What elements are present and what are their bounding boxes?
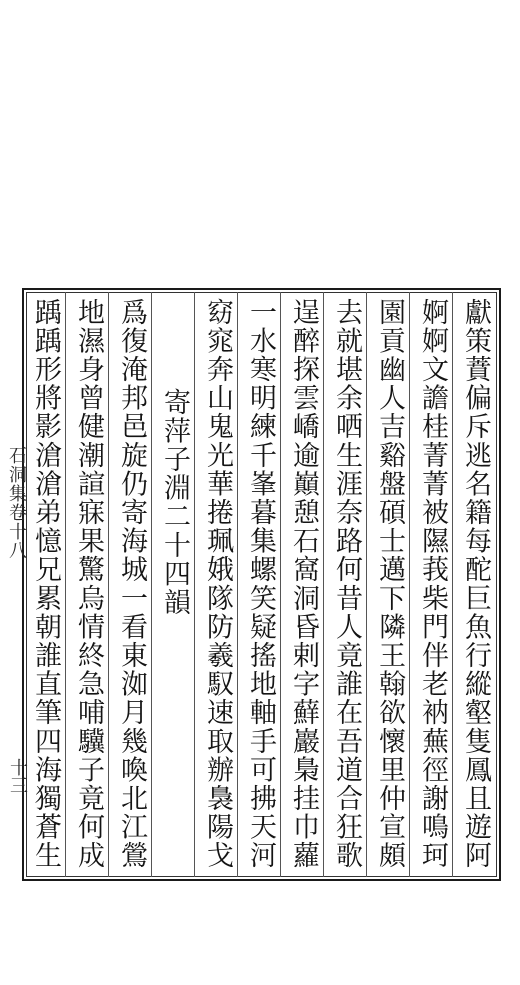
text-column-6: 一水寒明練千峯暮集螺笑疑搖地軸手可拂天河 xyxy=(245,298,276,870)
text-column-10: 地濕身曾健潮諠寐果驚烏情終急哺驥子竟何成 xyxy=(73,298,104,870)
text-column-3: 園貢幽人吉谿盤碩士邁下隣王翰欲懷里仲宣頗 xyxy=(374,298,405,870)
text-column-4: 去就堪余哂生涯奈路何昔人竟誰在吾道合狂歌 xyxy=(331,298,362,870)
poem-title: 寄萍子淵二十四韻 xyxy=(159,388,190,617)
column-rule xyxy=(366,292,367,877)
column-rule xyxy=(237,292,238,877)
column-rule xyxy=(280,292,281,877)
text-column-5: 逞醉探雲嶠逾巔憩石窩洞昏剌字蘚巖梟挂巾蘿 xyxy=(288,298,319,870)
column-rule xyxy=(194,292,195,877)
column-rule xyxy=(323,292,324,877)
column-rule xyxy=(108,292,109,877)
column-rule xyxy=(452,292,453,877)
text-column-9: 爲復淹邦邑旋仍寄海城一看東洳月幾喚北江鶯 xyxy=(116,298,147,870)
column-rule xyxy=(65,292,66,877)
text-column-1: 獻策蕡偏斥逃名籍每酡巨魚行縱壑隻鳳且遊阿 xyxy=(460,298,491,870)
margin-book-title: 石洞集卷十八 xyxy=(6,446,27,560)
column-rule xyxy=(151,292,152,877)
text-column-7: 窈窕奔山鬼光華捲珮娥隊防羲馭速取辦裊陽戈 xyxy=(202,298,233,870)
text-column-2: 婀婀文譫桂菁菁被隰莪柴門伴老衲蕪徑謝鳴珂 xyxy=(417,298,448,870)
margin-page-number: 十三 xyxy=(7,758,28,794)
column-rule xyxy=(409,292,410,877)
text-column-11: 踽踽形將影滄滄弟憶兄累朝誰直筆四海獨蒼生 xyxy=(30,298,61,870)
